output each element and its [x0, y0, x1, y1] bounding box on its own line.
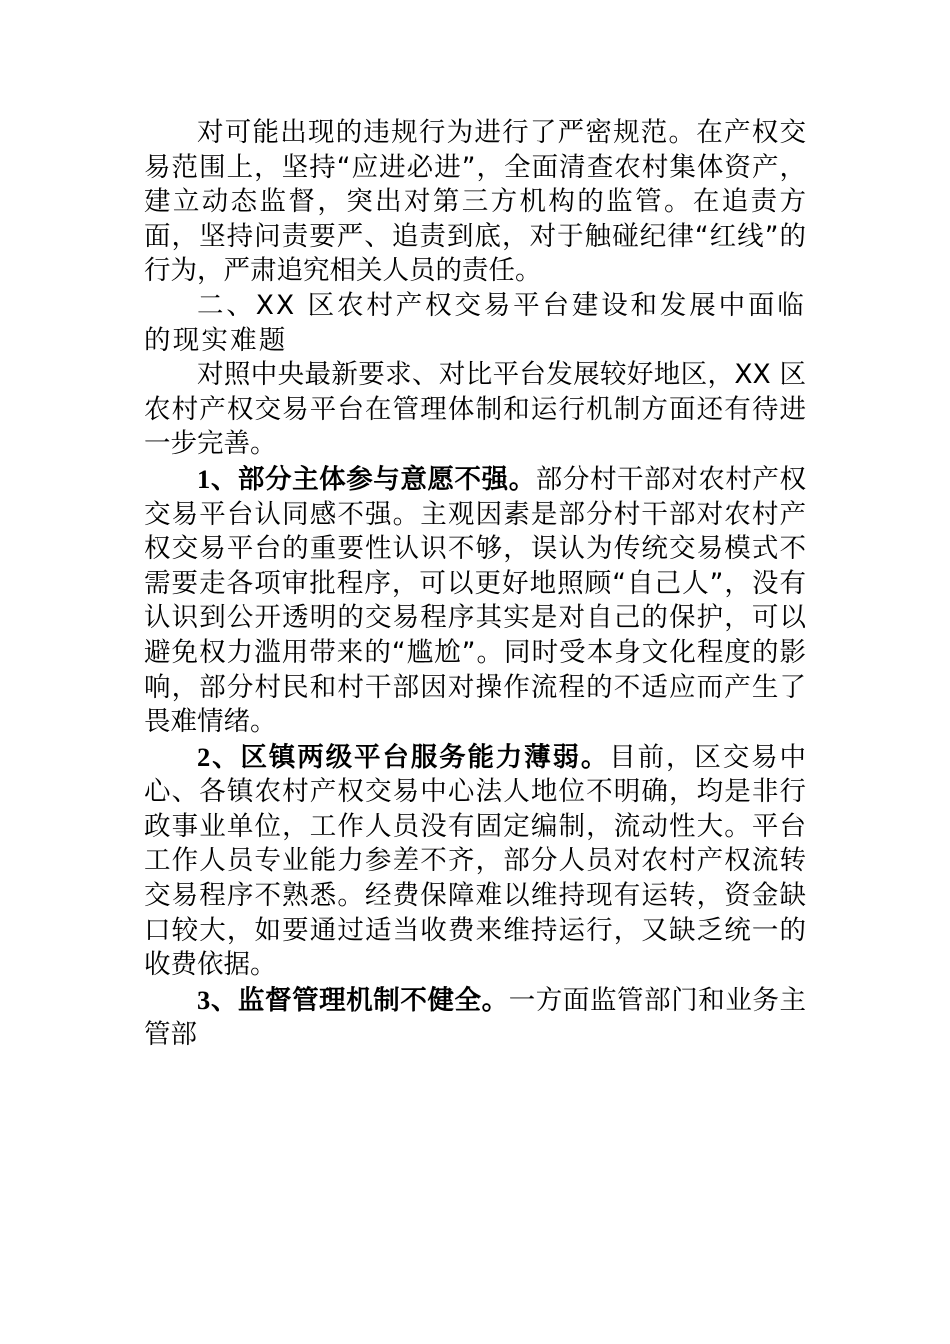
item-lead: 、区镇两级平台服务能力薄弱。	[210, 741, 610, 773]
section-heading-2: 二、XX 区农村产权交易平台建设和发展中面临的现实难题	[144, 289, 806, 356]
list-item-1	[144, 462, 806, 740]
item-number: 2	[197, 741, 211, 772]
paragraph-intro-problems: 对照中央最新要求、对比平台发展较好地区，XX 区农村产权交易平台在管理体制和运行机制方面还有待进一步完善。	[144, 359, 806, 460]
item-number: 1	[197, 463, 211, 494]
item-number: 3	[197, 984, 211, 1015]
item-body: 部分村干部对农村产权交易平台认同感不强。主观因素是部分村干部对农村产权交易平台的重要性认识不够，误认为传统交易模式不需要走各项审批程序，可以更好地照顾“自己人”，没有认识到公开透明的交易程序其实是对自己的保护，可以避免权力滥用带来的“尴尬”。同时受本身文化程度的影响，部分村民和村干部因对操作流程的不适应而产生了畏难情绪。	[144, 463, 807, 738]
item-body: 一方面监管部门和业务主管部	[144, 984, 807, 1051]
item-lead: 、部分主体参与意愿不强。	[210, 463, 536, 495]
list-item-2	[144, 740, 806, 983]
document-page	[144, 116, 806, 1053]
list-item-3	[144, 983, 806, 1053]
paragraph-regulation: 对可能出现的违规行为进行了严密规范。在产权交易范围上，坚持“应进必进”，全面清查农村集体资产，建立动态监督，突出对第三方机构的监管。在追责方面，坚持问责要严、追责到底，对于触碰纪律“红线”的行为，严肃追究相关人员的责任。	[144, 117, 806, 287]
item-body: 目前，区交易中心、各镇农村产权交易中心法人地位不明确，均是非行政事业单位，工作人员没有固定编制，流动性大。平台工作人员专业能力参差不齐，部分人员对农村产权流转交易程序不熟悉。经费保障难以维持现有运转，资金缺口较大，如要通过适当收费来维持运行，又缺乏统一的收费依据。	[144, 741, 807, 981]
item-lead: 、监督管理机制不健全。	[210, 984, 509, 1016]
